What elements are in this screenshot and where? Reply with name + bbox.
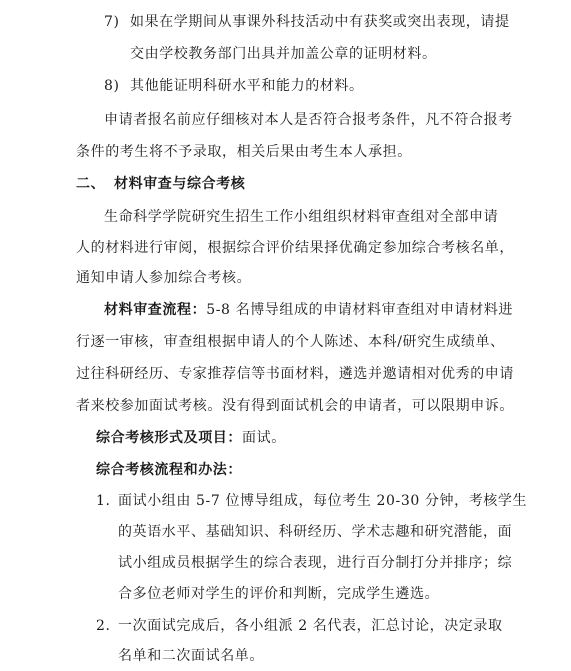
item-7-text: 如果在学期间从事课外科技活动中有获奖或突出表现，请提 xyxy=(130,14,510,30)
item-8-number: 8) xyxy=(104,78,120,94)
step-1-line-3: 试小组成员根据学生的综合表现，进行百分制打分并排序；综 xyxy=(118,555,513,571)
step-1-number: 1. xyxy=(96,493,111,509)
form-line xyxy=(96,428,286,448)
item-7-number: 7) xyxy=(104,14,120,30)
review-line-1 xyxy=(104,300,513,320)
review-line-1-text: 5-8 名博导组成的申请材料审查组对申请材料进 xyxy=(206,302,513,318)
step-2-line-1 xyxy=(96,616,503,636)
review-line-2: 行逐一审核，审查组根据申请人的个人陈述、本科/研究生成绩单、 xyxy=(76,334,505,350)
step-2-number: 2. xyxy=(96,618,111,634)
form-value: 面试。 xyxy=(242,430,286,446)
section-2-number: 二、 xyxy=(76,176,106,192)
section-2-heading xyxy=(76,174,245,194)
section-2-title: 材料审查与综合考核 xyxy=(114,176,246,192)
notice-line-2: 条件的考生将不予录取，相关后果由考生本人承担。 xyxy=(76,144,412,160)
step-1-line-2: 的英语水平、基础知识、科研经历、学术志趣和研究潜能，面 xyxy=(118,524,513,540)
step-1-text: 面试小组由 5-7 位博导组成，每位考生 20-30 分钟，考核学生 xyxy=(118,493,528,509)
review-line-3: 过往科研经历、专家推荐信等书面材料，遴选并邀请相对优秀的申请 xyxy=(76,366,514,382)
review-line-4: 者来校参加面试考核。没有得到面试机会的申请者，可以限期申诉。 xyxy=(76,398,514,414)
item-7-line-2: 交由学校教务部门出具并加盖公章的证明材料。 xyxy=(130,46,437,62)
notice-line-1: 申请者报名前应仔细核对本人是否符合报考条件，凡不符合报考 xyxy=(104,112,513,128)
intro-line-3: 通知申请人参加综合考核。 xyxy=(76,270,252,286)
step-1-line-1 xyxy=(96,491,527,511)
item-8-line xyxy=(104,76,364,96)
form-label: 综合考核形式及项目： xyxy=(96,430,242,446)
intro-line-1: 生命科学学院研究生招生工作小组组织材料审查组对全部申请 xyxy=(104,209,499,225)
review-label: 材料审查流程： xyxy=(104,302,207,318)
item-8-text: 其他能证明科研水平和能力的材料。 xyxy=(130,78,364,94)
item-7-line-1 xyxy=(104,12,510,32)
step-2-text: 一次面试完成后，各小组派 2 名代表，汇总讨论，决定录取 xyxy=(118,618,503,634)
step-2-line-2: 名单和二次面试名单。 xyxy=(118,648,264,664)
step-1-line-4: 合多位老师对学生的评价和判断，完成学生遴选。 xyxy=(118,586,440,602)
intro-line-2: 人的材料进行审阅，根据综合评价结果择优确定参加综合考核名单， xyxy=(76,240,514,256)
process-label: 综合考核流程和办法： xyxy=(96,462,242,478)
